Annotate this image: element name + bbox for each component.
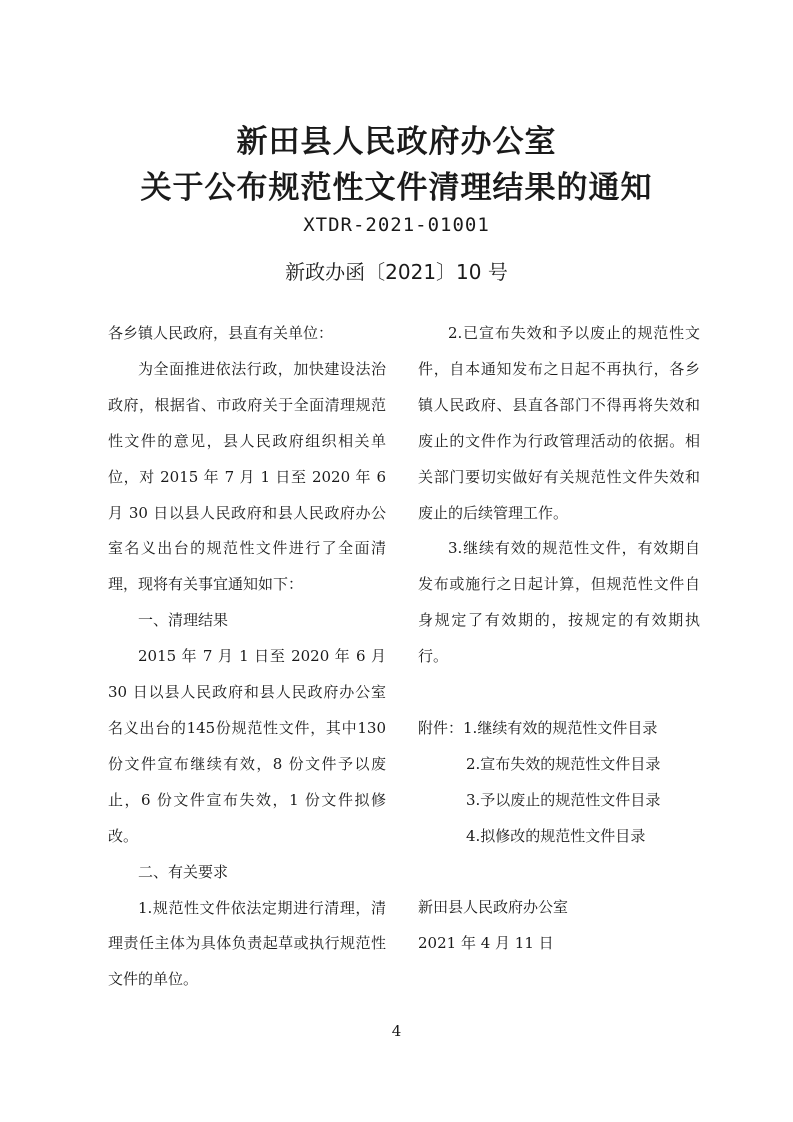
attachment-item: 3.予以废止的规范性文件目录 <box>466 790 661 809</box>
document-number: 新政办函〔2021〕10 号 <box>285 260 508 284</box>
attachment-row <box>418 711 700 747</box>
requirement-1: 1.规范性文件依法定期进行清理，清理责任主体为具体负责起草或执行规范性文件的单位。 <box>108 898 386 989</box>
spacer <box>418 675 700 711</box>
page-number: 4 <box>391 1022 402 1040</box>
section-1-body: 2015 年 7 月 1 日至 2020 年 6 月 30 日以县人民政府和县人民政府办公室名义出台的145份规范性文件，其中130 份文件宣布继续有效，8 份文件予以废止，6 份文件宣布失效，1 份文件拟修改。 <box>108 647 386 845</box>
section-1-heading: 一、清理结果 <box>138 611 229 630</box>
attachment-item: 2.宣布失效的规范性文件目录 <box>466 754 661 773</box>
section-2-heading: 二、有关要求 <box>138 862 229 881</box>
attachments-label: 附件： <box>418 718 464 737</box>
title-line-2: 关于公布规范性文件清理结果的通知 <box>140 170 653 206</box>
salutation: 各乡镇人民政府，县直有关单位： <box>108 324 334 342</box>
title-line-1: 新田县人民政府办公室 <box>236 124 557 160</box>
right-column <box>418 316 700 962</box>
requirement-3: 3.继续有效的规范性文件，有效期自发布或施行之日起计算，但规范性文件自身规定了有效期的，按规定的有效期执行。 <box>418 539 700 666</box>
issuer-signature: 新田县人民政府办公室 <box>418 898 569 917</box>
attachment-item: 4.拟修改的规范性文件目录 <box>466 826 646 845</box>
intro-paragraph: 为全面推进依法行政，加快建设法治政府，根据省、市政府关于全面清理规范性文件的意见，县人民政府组织相关单位，对 2015 年 7 月 1 日至 2020 年 6 月 30 日以县人民政府和县人民政府办公室名义出台的规范性文件进行了全面清理，现将有关事宜通知如下： <box>108 359 386 594</box>
attachment-item: 1.继续有效的规范性文件目录 <box>463 718 658 737</box>
left-column <box>108 316 386 998</box>
spacer <box>418 855 700 891</box>
document-code: XTDR-2021-01001 <box>303 214 490 236</box>
issue-date: 2021 年 4 月 11 日 <box>418 934 554 953</box>
requirement-2: 2.已宣布失效和予以废止的规范性文件，自本通知发布之日起不再执行，各乡镇人民政府、县直各部门不得再将失效和废止的文件作为行政管理活动的依据。相关部门要切实做好有关规范性文件失效和废止的后续管理工作。 <box>418 324 700 522</box>
